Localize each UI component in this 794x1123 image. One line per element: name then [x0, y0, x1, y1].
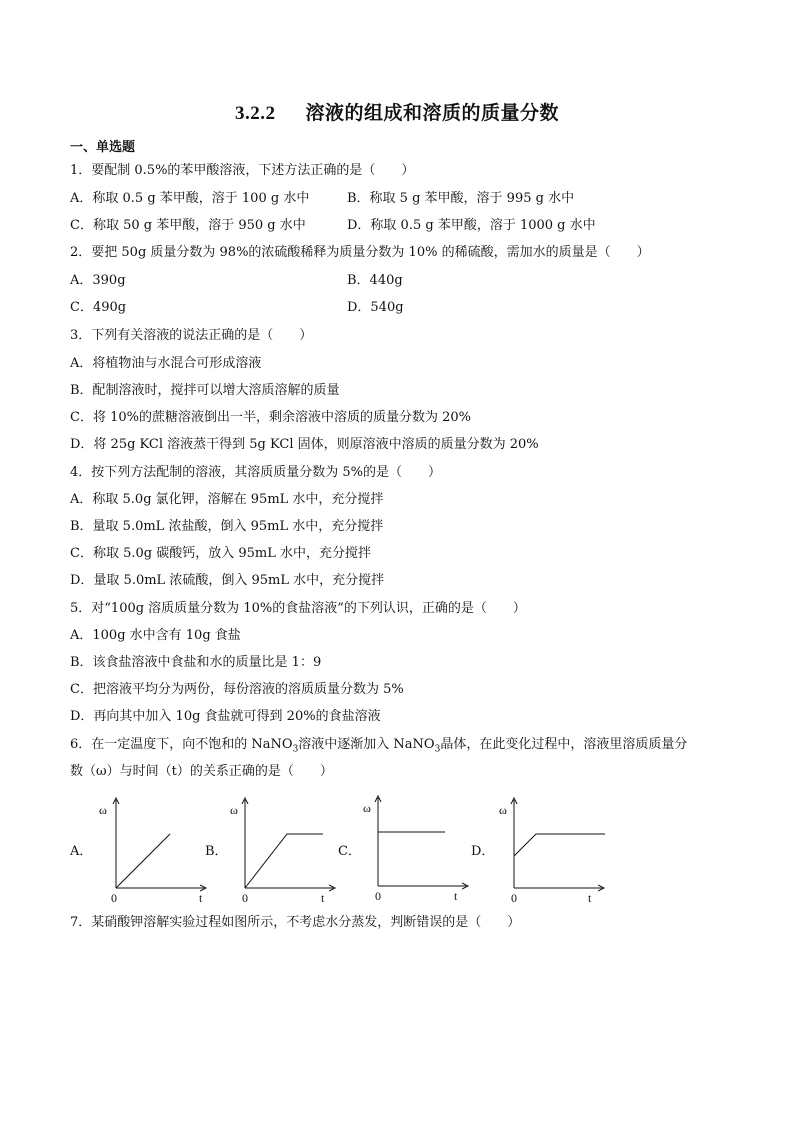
q1-option-b: B．称取 5 g 苯甲酸，溶于 995 g 水中 [347, 191, 575, 206]
q1-option-d: D．称取 0.5 g 苯甲酸，溶于 1000 g 水中 [347, 218, 596, 233]
page-title [0, 98, 794, 125]
q6-graph-d [494, 798, 614, 908]
origin-label: 0 [111, 891, 117, 905]
q6-graph-a [96, 798, 206, 908]
q3-option-c: C．将 10%的蔗糖溶液倒出一半，剩余溶液中溶质的质量分数为 20% [70, 410, 472, 425]
q3-option-d: D．将 25g KCl 溶液蒸干得到 5g KCl 固体，则原溶液中溶质的质量分数为 20% [70, 437, 539, 452]
x-axis-label: t [199, 891, 203, 905]
curve [245, 834, 323, 888]
origin-label: 0 [242, 891, 248, 905]
y-axis-label: ω [230, 803, 238, 817]
origin-label: 0 [375, 889, 381, 903]
q5-stem: 5．对“100g 溶质质量分数为 10%的食盐溶液”的下列认识，正确的是（ ） [70, 601, 526, 616]
title-text: 溶液的组成和溶质的质量分数 [305, 102, 559, 124]
q7-stem: 7．某硝酸钾溶解实验过程如图所示，不考虑水分蒸发，判断错误的是（ ） [70, 915, 521, 930]
q6-subscript-2: 3 [434, 744, 441, 755]
q3-option-a: A．将植物油与水混合可形成溶液 [70, 356, 262, 371]
origin-label: 0 [511, 891, 517, 905]
q5-option-c: C．把溶液平均分为两份，每份溶液的溶质质量分数为 5% [70, 682, 404, 697]
section-number: 3.2.2 [234, 103, 276, 124]
q2-stem: 2．要把 50g 质量分数为 98%的浓硫酸稀释为质量分数为 10% 的稀硫酸，需加水的质量是（ ） [70, 245, 650, 260]
y-axis-label: ω [499, 803, 507, 817]
q6-option-a-label: A． [70, 844, 93, 859]
q3-stem: 3．下列有关溶液的说法正确的是（ ） [70, 328, 313, 343]
q6-option-c-label: C． [338, 844, 361, 859]
q1-stem: 1．要配制 0.5%的苯甲酸溶液，下述方法正确的是（ ） [70, 163, 415, 178]
q5-option-a: A．100g 水中含有 10g 食盐 [70, 628, 241, 643]
x-axis-label: t [321, 891, 325, 905]
q2-option-c: C．490g [70, 300, 127, 315]
q6-option-d-label: D． [471, 844, 495, 859]
q3-option-b: B．配制溶液时，搅拌可以增大溶质溶解的质量 [70, 383, 340, 398]
q2-option-a: A．390g [70, 273, 126, 288]
q4-option-d: D．量取 5.0mL 浓硫酸，倒入 95mL 水中，充分搅拌 [70, 573, 385, 588]
q5-option-d: D．再向其中加入 10g 食盐就可得到 20%的食盐溶液 [70, 709, 381, 724]
q1-option-c: C．称取 50 g 苯甲酸，溶于 950 g 水中 [70, 218, 306, 233]
q5-option-b: B．该食盐溶液中食盐和水的质量比是 1：9 [70, 655, 322, 670]
q4-option-c: C．称取 5.0g 碳酸钙，放入 95mL 水中，充分搅拌 [70, 546, 371, 561]
y-axis-label: ω [363, 801, 371, 815]
q6-stem-line2: 数（ω）与时间（t）的关系正确的是（ ） [70, 764, 333, 779]
q6-stem-part2: 溶液中逐渐加入 NaNO [298, 737, 435, 752]
q1-option-a: A．称取 0.5 g 苯甲酸，溶于 100 g 水中 [70, 191, 310, 206]
q4-stem: 4．按下列方法配制的溶液，其溶质质量分数为 5%的是（ ） [70, 465, 442, 480]
curve [116, 834, 170, 888]
curve [514, 834, 605, 856]
q4-option-a: A．称取 5.0g 氯化钾，溶解在 95mL 水中，充分搅拌 [70, 492, 384, 507]
y-axis-label: ω [99, 803, 107, 817]
x-axis-label: t [588, 891, 592, 905]
q4-option-b: B．量取 5.0mL 浓盐酸，倒入 95mL 水中，充分搅拌 [70, 519, 384, 534]
q6-stem-part3: 晶体，在此变化过程中，溶液里溶质质量分 [440, 737, 688, 752]
x-axis-label: t [454, 889, 458, 903]
q6-graph-c [358, 796, 468, 906]
q6-subscript-1: 3 [292, 744, 299, 755]
q6-stem-part1: 6．在一定温度下，向不饱和的 NaNO [70, 737, 293, 752]
q6-option-b-label: B． [205, 844, 228, 859]
q6-graph-b [225, 798, 335, 908]
section-heading: 一、单选题 [70, 140, 136, 155]
q2-option-b: B．440g [347, 273, 403, 288]
q6-stem-line1 [70, 736, 687, 759]
q2-option-d: D．540g [347, 300, 404, 315]
